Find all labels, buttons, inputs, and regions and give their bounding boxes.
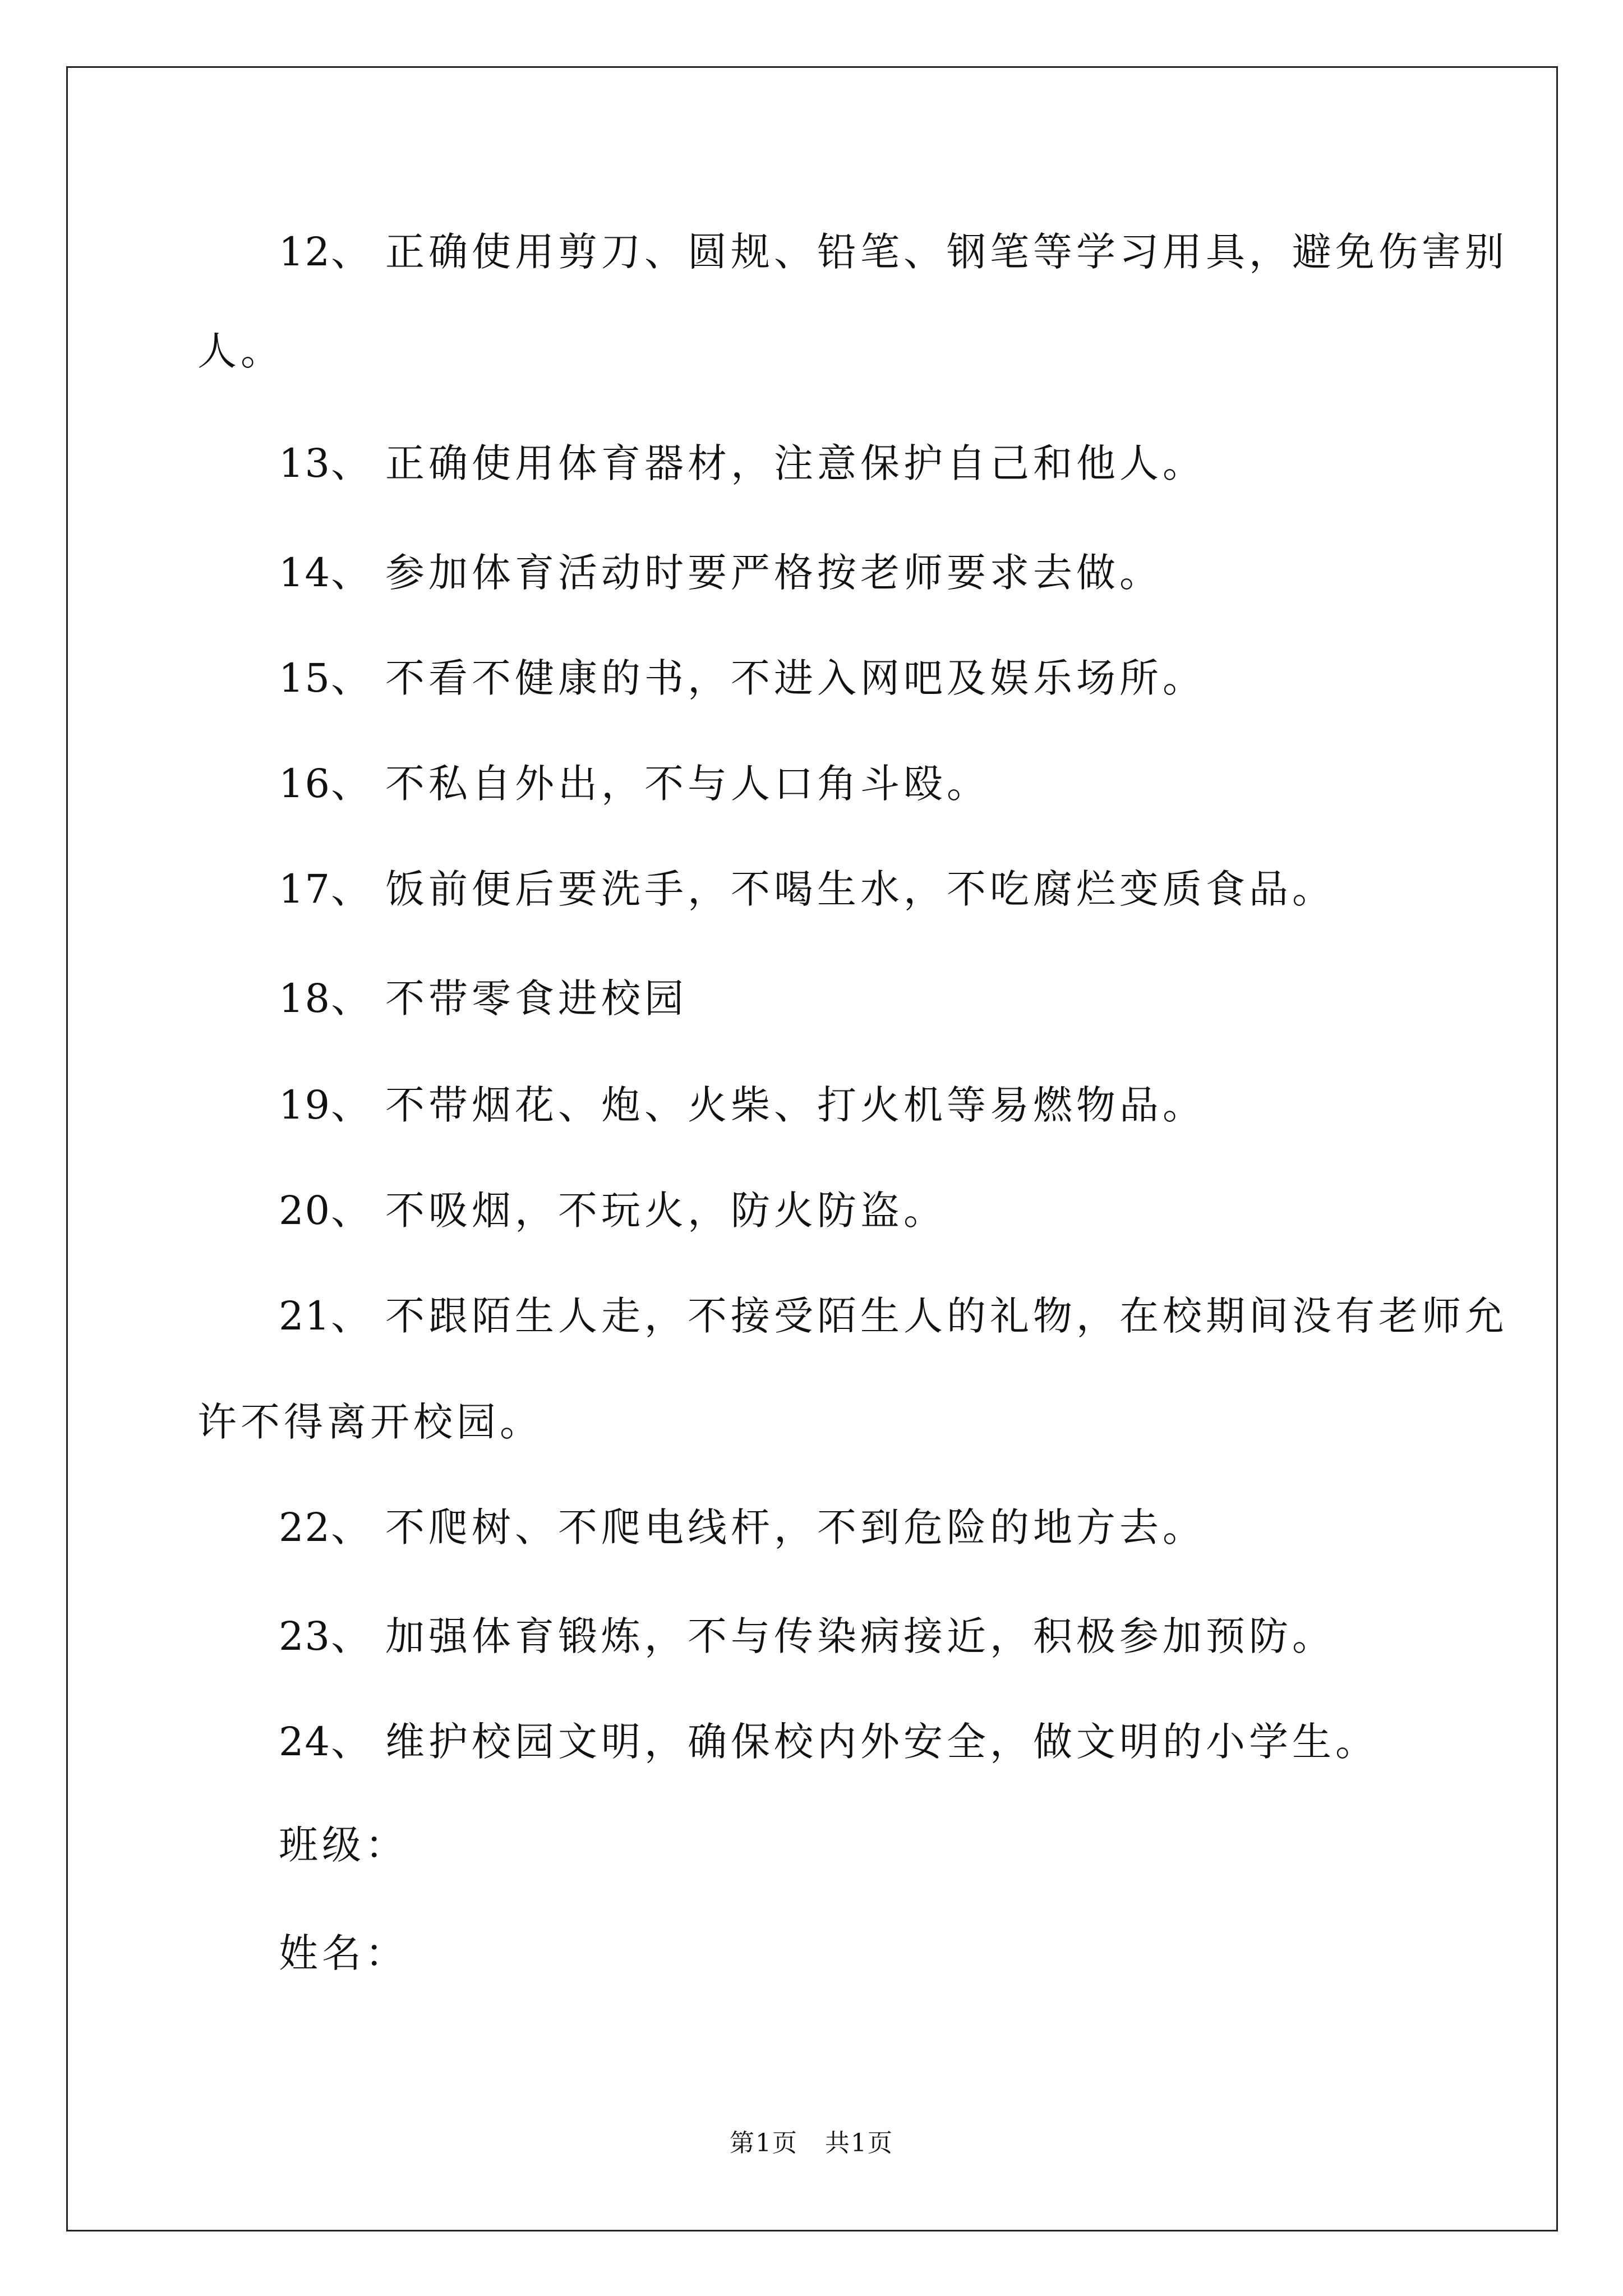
item-text: 维护校园文明，确保校内外安全，做文明的小学生。 — [385, 1719, 1378, 1765]
item-number: 13、 — [279, 440, 372, 486]
item-number: 24、 — [279, 1719, 372, 1765]
list-item-continuation: 许不得离开校园。 — [197, 1399, 543, 1445]
item-text: 正确使用体育器材，注意保护自己和他人。 — [385, 440, 1206, 486]
item-number: 15、 — [279, 655, 372, 701]
page-frame — [66, 66, 1558, 2231]
list-item — [279, 1080, 1206, 1130]
page-total: 共1页 — [825, 2129, 893, 2157]
item-text: 不看不健康的书，不进入网吧及娱乐场所。 — [385, 655, 1206, 701]
item-number: 14、 — [279, 550, 372, 596]
item-number: 23、 — [279, 1613, 372, 1659]
item-number: 19、 — [279, 1082, 372, 1128]
list-item — [279, 653, 1206, 703]
item-number: 12、 — [279, 229, 372, 275]
page-footer — [0, 2127, 1623, 2160]
item-number: 17、 — [279, 866, 372, 912]
item-text: 不带零食进校园 — [385, 976, 688, 1022]
item-number: 16、 — [279, 761, 372, 807]
item-text: 不带烟花、炮、火柴、打火机等易燃物品。 — [385, 1082, 1206, 1128]
item-text: 不吸烟，不玩火，防火防盗。 — [385, 1188, 947, 1234]
name-label: 姓名： — [279, 1930, 408, 1976]
item-text: 正确使用剪刀、圆规、铅笔、钢笔等学习用具，避免伤害别 — [385, 229, 1508, 275]
class-label: 班级： — [279, 1822, 408, 1868]
item-number: 18、 — [279, 976, 372, 1022]
item-number: 21、 — [279, 1293, 372, 1339]
list-item — [279, 758, 990, 809]
list-item — [279, 227, 1508, 277]
item-number: 20、 — [279, 1188, 372, 1234]
list-item — [279, 1291, 1508, 1341]
page-number: 第1页 — [730, 2129, 798, 2157]
list-item — [279, 1502, 1206, 1553]
list-item-continuation: 人。 — [197, 328, 284, 374]
item-text: 不爬树、不爬电线杆，不到危险的地方去。 — [385, 1504, 1206, 1550]
item-text: 参加体育活动时要严格按老师要求去做。 — [385, 550, 1163, 596]
item-text: 不私自外出，不与人口角斗殴。 — [385, 761, 990, 807]
item-text: 加强体育锻炼，不与传染病接近，积极参加预防。 — [385, 1613, 1335, 1659]
item-text: 饭前便后要洗手，不喝生水，不吃腐烂变质食品。 — [385, 866, 1335, 912]
list-item — [279, 438, 1206, 489]
list-item — [279, 1611, 1335, 1662]
list-item — [279, 864, 1335, 914]
list-item — [279, 1185, 947, 1236]
list-item — [279, 547, 1163, 598]
item-number: 22、 — [279, 1504, 372, 1550]
item-text: 不跟陌生人走，不接受陌生人的礼物，在校期间没有老师允 — [385, 1293, 1508, 1339]
list-item — [279, 973, 688, 1024]
list-item — [279, 1717, 1378, 1767]
